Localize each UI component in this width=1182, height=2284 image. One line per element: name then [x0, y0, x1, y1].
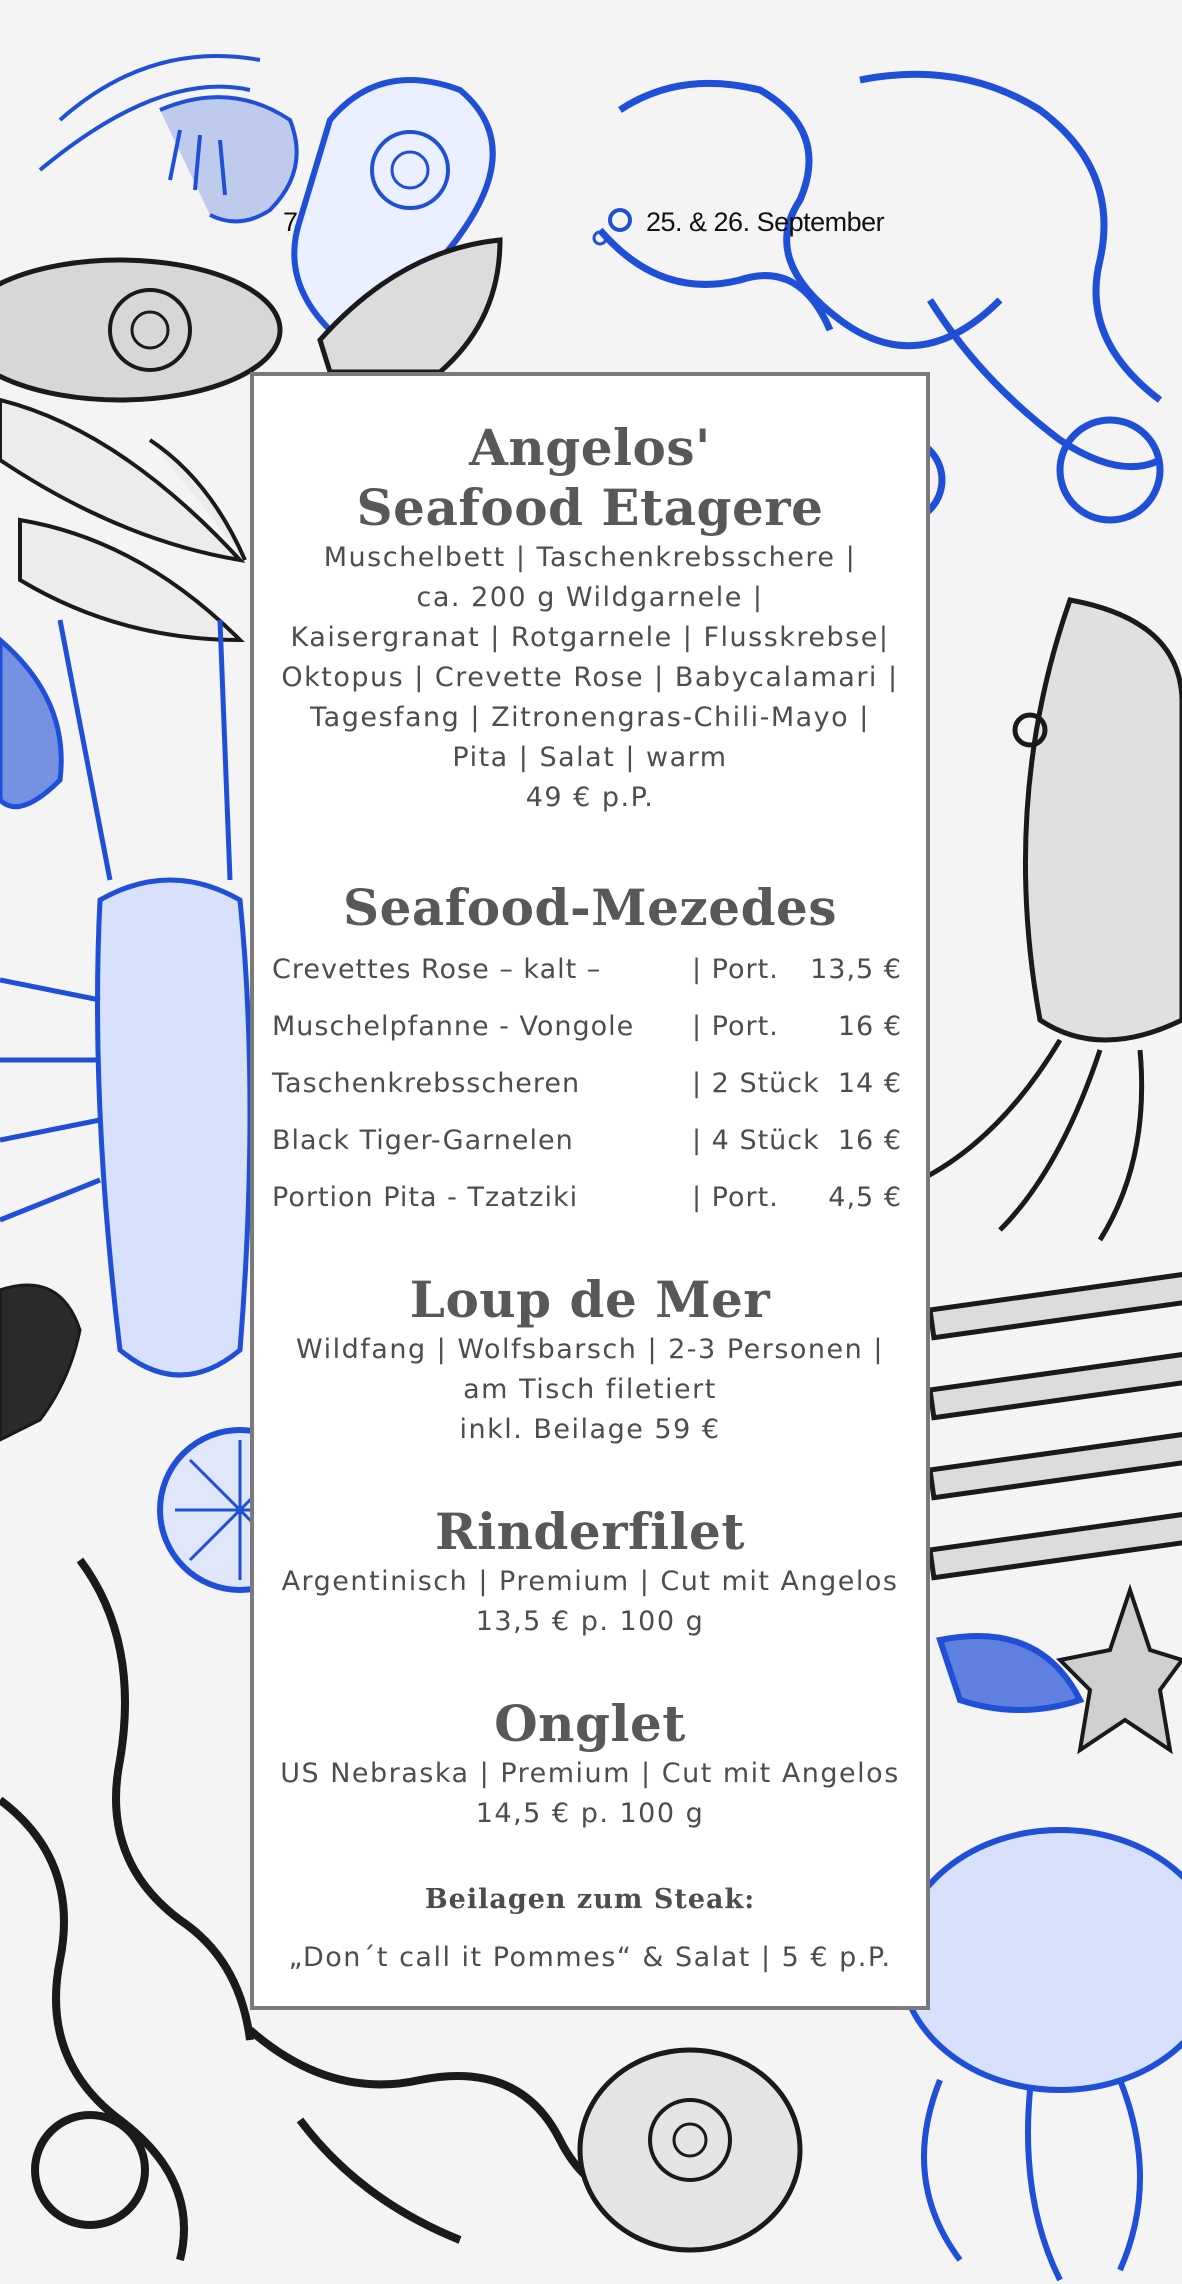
small-shrimp-illustration	[0, 1285, 80, 1440]
loup-desc: Wildfang | Wolfsbarsch | 2-3 Personen |	[296, 1334, 884, 1365]
menu-item-row	[254, 1003, 926, 1060]
loup-de-mer-section	[254, 1270, 926, 1450]
menu-item-price: 13,5 €	[810, 954, 902, 985]
rinderfilet-price: 13,5 € p. 100 g	[475, 1606, 705, 1637]
loup-title: Loup de Mer	[409, 1270, 771, 1329]
herb-leaves-illustration	[0, 400, 245, 640]
menu-item-unit: | 4 Stück	[692, 1125, 820, 1156]
menu-item-row	[254, 1117, 926, 1174]
menu-item-name: Crevettes Rose – kalt –	[272, 954, 602, 985]
oyster-illustration	[580, 2050, 800, 2250]
menu-item-row	[254, 946, 926, 1003]
menu-item-name: Black Tiger-Garnelen	[272, 1125, 574, 1156]
menu-item-name: Portion Pita - Tzatziki	[272, 1182, 579, 1213]
event-date: 25. & 26. September	[646, 207, 885, 237]
mezedes-section	[254, 878, 926, 1231]
page-number: 7	[283, 207, 298, 237]
sides-section	[254, 1880, 926, 1978]
onglet-desc: US Nebraska | Premium | Cut mit Angelos	[280, 1758, 900, 1789]
menu-item-price: 4,5 €	[828, 1182, 902, 1213]
menu-item-row	[254, 1060, 926, 1117]
menu-item-price: 16 €	[837, 1011, 902, 1042]
onglet-price: 14,5 € p. 100 g	[475, 1798, 705, 1829]
etagere-desc: Kaisergranat | Rotgarnele | Flusskrebse|	[290, 622, 890, 653]
menu-item-unit: | Port.	[692, 1182, 779, 1213]
etagere-desc: Tagesfang | Zitronengras-Chili-Mayo |	[310, 702, 870, 733]
starfish-illustration	[1060, 1590, 1182, 1750]
menu-item-name: Taschenkrebsscheren	[272, 1068, 581, 1099]
menu-item-name: Muschelpfanne - Vongole	[272, 1011, 635, 1042]
rinderfilet-desc: Argentinisch | Premium | Cut mit Angelos	[281, 1566, 899, 1597]
etagere-desc: Pita | Salat | warm	[452, 742, 728, 773]
etagere-desc: Oktopus | Crevette Rose | Babycalamari |	[281, 662, 899, 693]
squid-illustration	[920, 600, 1182, 1240]
rinderfilet-title: Rinderfilet	[435, 1502, 745, 1561]
sides-title: Beilagen zum Steak:	[424, 1884, 756, 1915]
lobster-illustration	[0, 620, 250, 1375]
onglet-section	[254, 1694, 926, 1834]
menu-item-unit: | Port.	[692, 954, 779, 985]
menu-item-price: 16 €	[837, 1125, 902, 1156]
menu-item-unit: | Port.	[692, 1011, 779, 1042]
sides-desc: „Don´t call it Pommes“ & Salat | 5 € p.P.	[288, 1942, 892, 1973]
menu-item-row	[254, 1174, 926, 1231]
menu-item-price: 14 €	[837, 1068, 902, 1099]
menu-card	[250, 372, 930, 2010]
loup-price: inkl. Beilage 59 €	[459, 1414, 721, 1445]
asparagus-illustration	[930, 1274, 1182, 1578]
etagere-price: 49 € p.P.	[525, 782, 655, 813]
fish-illustration	[0, 260, 280, 400]
loup-desc: am Tisch filetiert	[463, 1374, 717, 1405]
rinderfilet-section	[254, 1502, 926, 1642]
crab-illustration	[900, 1636, 1182, 2280]
menu-item-unit: | 2 Stück	[692, 1068, 820, 1099]
shrimp-illustration	[40, 56, 297, 221]
etagere-title-line2: Seafood Etagere	[356, 478, 824, 537]
onglet-title: Onglet	[494, 1694, 686, 1753]
etagere-title-line1: Angelos'	[469, 418, 711, 477]
etagere-desc: Muschelbett | Taschenkrebsschere |	[323, 542, 857, 573]
etagere-section	[254, 418, 926, 818]
mezedes-title: Seafood-Mezedes	[342, 878, 838, 937]
bubble-decoration	[610, 210, 630, 230]
etagere-desc: ca. 200 g Wildgarnele |	[416, 582, 764, 613]
